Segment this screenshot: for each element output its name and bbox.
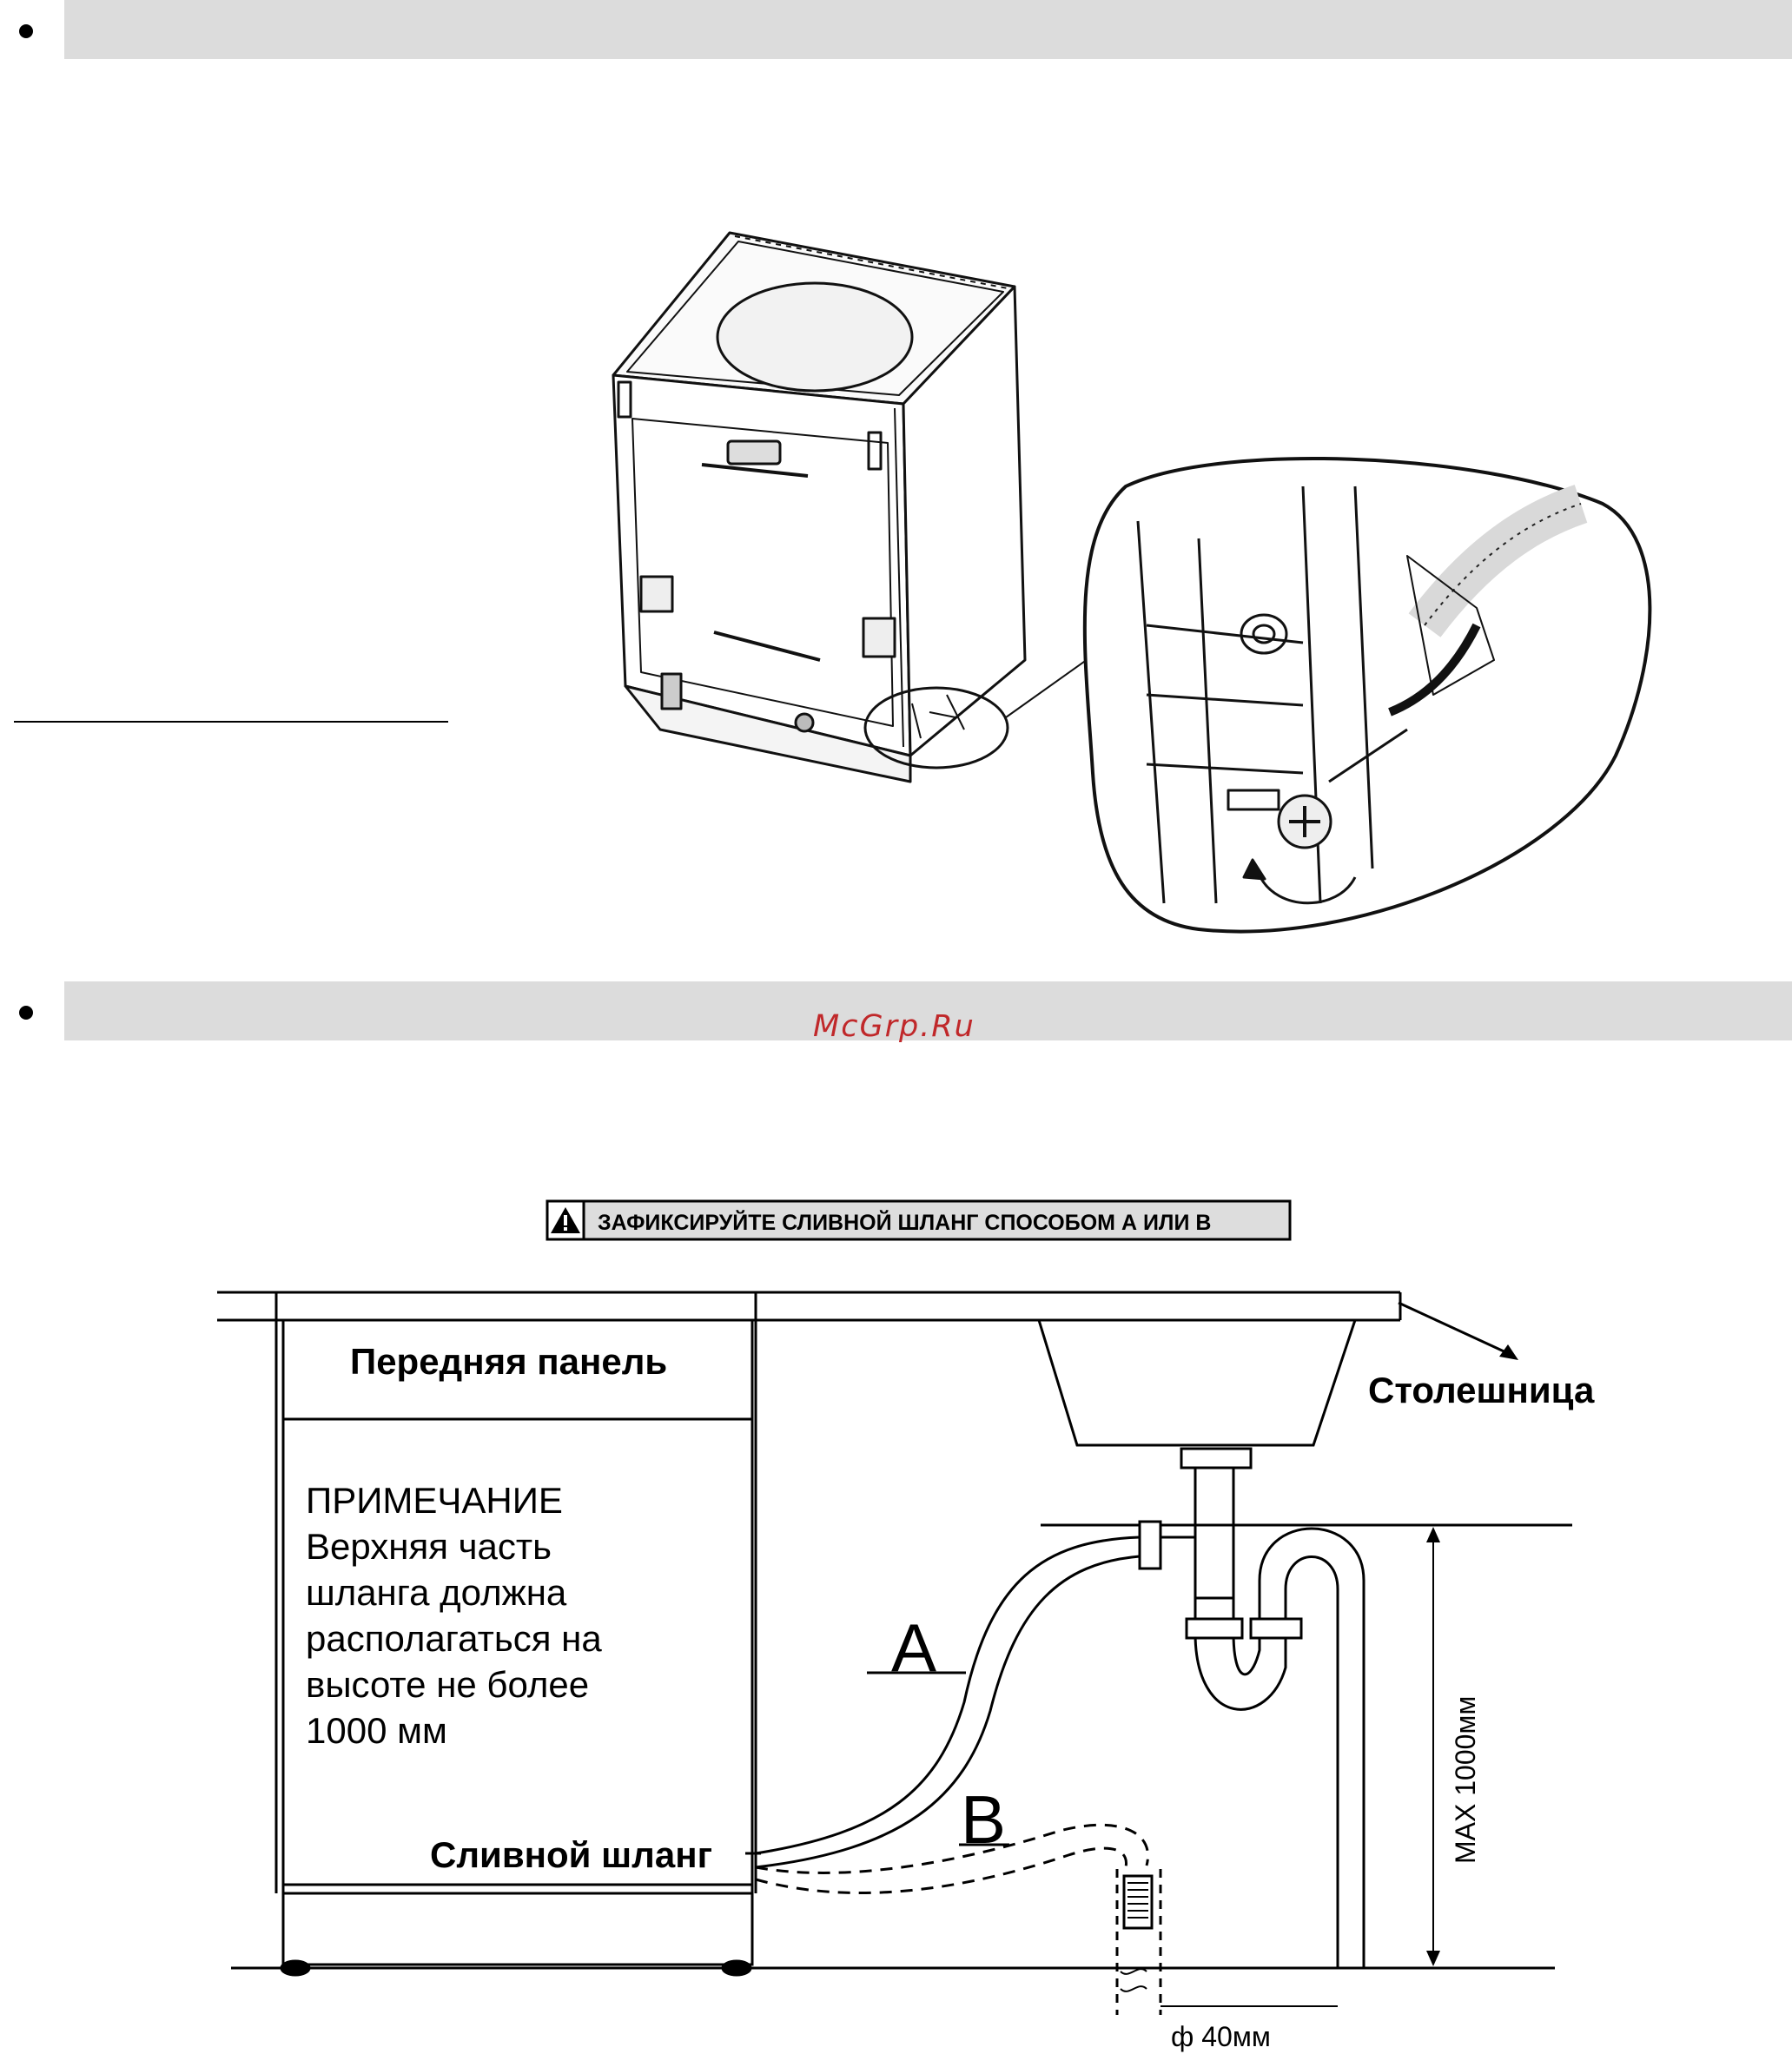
- note-line: 1000 мм: [306, 1710, 447, 1751]
- countertop-label: Столешница: [1368, 1370, 1595, 1410]
- note-line: высоте не более: [306, 1664, 590, 1705]
- method-b-label: B: [961, 1781, 1007, 1858]
- diameter-label: ф 40мм: [1171, 2021, 1271, 2052]
- note-line: Верхняя часть: [306, 1526, 552, 1567]
- max-height-label: MAX 1000мм: [1450, 1695, 1481, 1864]
- warning-text: ЗАФИКСИРУЙТЕ СЛИВНОЙ ШЛАНГ СПОСОБОМ А ИЛИ В: [598, 1211, 1212, 1235]
- front-panel-label: Передняя панель: [350, 1341, 668, 1382]
- watermark: McGrp.Ru: [813, 1009, 975, 1044]
- note-block: [306, 1480, 602, 1751]
- warning-banner: [547, 1201, 1290, 1239]
- note-line: шланга должна: [306, 1572, 567, 1613]
- drain-hose-label: Сливной шланг: [430, 1834, 713, 1875]
- note-line: ПРИМЕЧАНИЕ: [306, 1480, 563, 1521]
- method-a-label: A: [891, 1609, 937, 1686]
- note-line: располагаться на: [306, 1618, 602, 1659]
